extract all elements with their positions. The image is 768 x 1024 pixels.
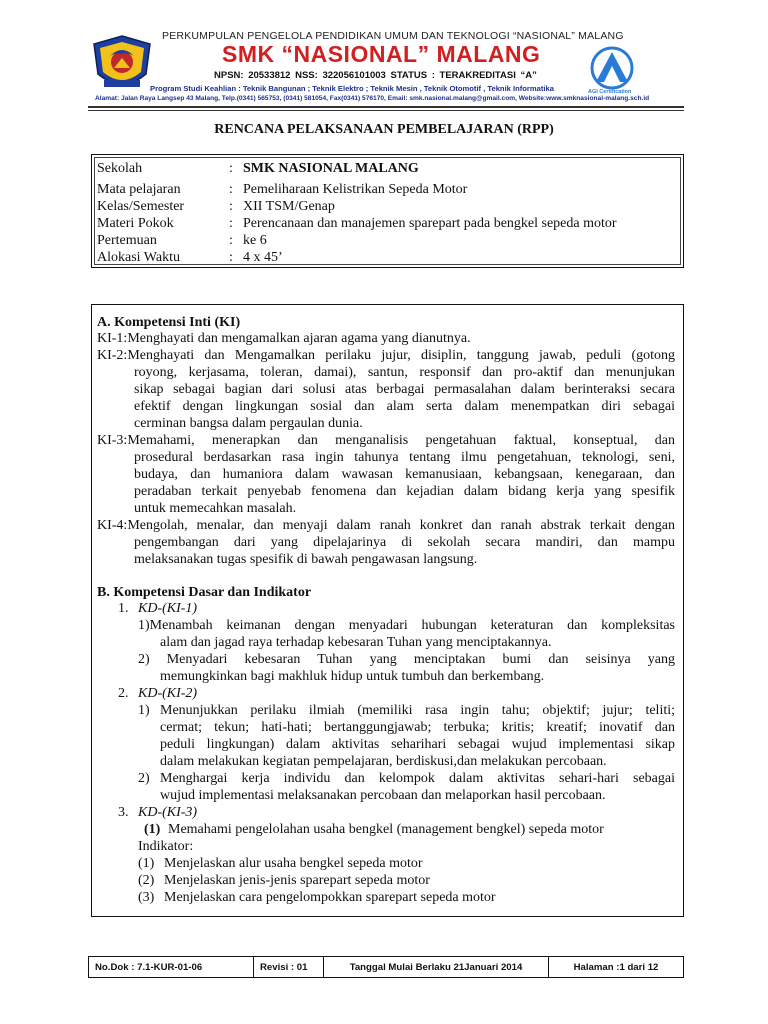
identity-key: Mata pelajaran <box>97 182 181 197</box>
ki-3-line: KI-3:Memahami, menerapkan dan menganalisis pengetahuan faktual, konseptual, dan <box>97 433 675 448</box>
ki-3-line: prosedural berdasarkan rasa ingin tahunya tentang ilmu pengetahuan, teknologi, seni, <box>134 450 675 465</box>
ki-4-line: KI-4:Mengolah, menalar, dan menyaji dalam ranah konkret dan ranah abstrak terkait dengan <box>97 518 675 533</box>
identity-row-meeting <box>97 232 267 249</box>
identity-value: XII TSM/Genap <box>243 199 335 214</box>
kd-1-item: memungkinkan bagi makhluk hidup untuk tumbuh dan berkembang. <box>160 669 545 684</box>
document-title: RENCANA PELAKSANAAN PEMBELAJARAN (RPP) <box>214 122 554 137</box>
identity-key: Sekolah <box>97 161 143 176</box>
ki-3-line: budaya, dan humaniora dalam wawasan kemanusiaan, kebangsaan, kenegaraan, dan <box>134 467 675 482</box>
kd-2-item: Menunjukkan perilaku ilmiah (memiliki rasa ingin tahu; objektif; jujur; teliti; <box>160 703 675 718</box>
ki-2-line: cerminan bangsa dalam pergaulan dunia. <box>134 416 363 431</box>
kd-2-title: KD-(KI-2) <box>138 686 198 701</box>
identity-value: Pemeliharaan Kelistrikan Sepeda Motor <box>243 182 468 197</box>
identity-sep: : <box>229 182 233 197</box>
kd-2-item: dalam melakukan kegiatan pempelajaran, berdiskusi,dan melakukan percobaan. <box>160 754 607 769</box>
school-name: SMK “NASIONAL” MALANG <box>222 41 541 67</box>
identity-sep: : <box>229 161 233 176</box>
kd-1-title: KD-(KI-1) <box>138 601 198 616</box>
agi-certification-logo <box>586 44 638 94</box>
kd-2-item: Menghargai kerja individu dan kelompok dalam aktivitas sehari-hari sebagai <box>160 771 675 786</box>
kd-3-title: KD-(KI-3) <box>138 805 198 820</box>
identity-row-time <box>97 249 283 266</box>
identity-value: 4 x 45’ <box>243 250 283 265</box>
ki-2-line: royong, kerjasama, toleran, damai), santun, responsif dan pro-aktif dan menunjukan <box>134 365 675 380</box>
indicator-text: Menjelaskan jenis-jenis sparepart sepeda motor <box>164 873 430 888</box>
kd-1-item: alam dan jagad raya terhadap kebesaran Tuhan yang menciptakannya. <box>160 635 552 650</box>
kd-1-number: 1. <box>118 601 129 616</box>
certification-label: AGI Certification <box>588 89 632 95</box>
indicator-text: Menjelaskan alur usaha bengkel sepeda motor <box>164 856 423 871</box>
kd-3-item-number: (1) <box>144 822 161 837</box>
ki-4-line: pengembangan dari yang dipelajarinya di sekolah secara mandiri, dan mampu <box>134 535 675 550</box>
identity-row-subject <box>97 181 467 198</box>
school-address: Alamat: Jalan Raya Langsep 43 Malang, Telp.(0341) 565753, (0341) 581054, Fax(0341) 576170, Email: smk.nasional.malang@gmail.com, Website:www.smknasional-malang.sch.id <box>95 95 650 102</box>
footer-effective-date: Tanggal Mulai Berlaku 21Januari 2014 <box>324 957 549 977</box>
ki-2-line: KI-2:Menghayati dan Mengamalkan perilaku jujur, disiplin, tanggung jawab, peduli (gotong <box>97 348 675 363</box>
kd-2-item-number: 1) <box>138 703 150 718</box>
organization-name: PERKUMPULAN PENGELOLA PENDIDIKAN UMUM DAN TEKNOLOGI “NASIONAL” MALANG <box>162 30 624 42</box>
ki-2-line: efektif dengan lingkungan sosial dan alam serta dalam menempatkan diri sebagai <box>134 399 675 414</box>
identity-key: Kelas/Semester <box>97 199 185 214</box>
identity-sep: : <box>229 216 233 231</box>
school-crest-logo <box>90 34 154 94</box>
kd-2-number: 2. <box>118 686 129 701</box>
identity-key: Materi Pokok <box>97 216 174 231</box>
study-programs: Program Studi Keahlian : Teknik Bangunan ; Teknik Elektro ; Teknik Mesin , Teknik Otomotif , Teknik Informatika <box>150 84 554 93</box>
kd-1-item: 2) Menyadari kebesaran Tuhan yang menciptakan bumi dan seisinya yang <box>138 652 675 667</box>
section-a-heading: A. Kompetensi Inti (KI) <box>97 315 241 330</box>
ki-1-line: KI-1:Menghayati dan mengamalkan ajaran agama yang dianutnya. <box>97 331 471 346</box>
letterhead-rule <box>88 106 684 108</box>
ki-3-line: untuk memecahkan masalah. <box>134 501 297 516</box>
ki-4-line: melaksanakan tugas spesifik di bawah pengawasan langsung. <box>134 552 478 567</box>
identity-sep: : <box>229 233 233 248</box>
letterhead-rule-thin <box>88 110 684 111</box>
kd-3-item: Memahami pengelolahan usaha bengkel (management bengkel) sepeda motor <box>168 822 604 837</box>
kd-2-item-number: 2) <box>138 771 150 786</box>
kd-3-number: 3. <box>118 805 129 820</box>
kd-2-item: wujud implementasi melaksanakan percobaan dan melaporkan hasil percobaan. <box>160 788 606 803</box>
indicator-number: (3) <box>138 890 155 905</box>
school-ids: NPSN: 20533812 NSS: 322056101003 STATUS : TERAKREDITASI “A” <box>214 70 537 81</box>
kd-2-item: peduli lingkungan) dalam aktivitas seharihari sebagai wujud implementasi sikap <box>160 737 675 752</box>
document-footer <box>88 956 684 978</box>
identity-sep: : <box>229 250 233 265</box>
identity-key: Pertemuan <box>97 233 157 248</box>
identity-value: Perencanaan dan manajemen sparepart pada bengkel sepeda motor <box>243 216 617 231</box>
section-b-heading: B. Kompetensi Dasar dan Indikator <box>97 585 312 600</box>
kd-1-item: 1)Menambah keimanan dengan menyadari hubungan keteraturan dan kompleksitas <box>138 618 675 633</box>
identity-value: ke 6 <box>243 233 267 248</box>
indicator-number: (2) <box>138 873 155 888</box>
kd-2-item: cermat; tekun; hati-hati; bertanggungjawab; terbuka; kritis; kreatif; inovatif dan <box>160 720 675 735</box>
ki-2-line: sikap sebagai bagian dari solusi atas berbagai permasalahan dalam berinteraksi secara <box>134 382 675 397</box>
indicator-number: (1) <box>138 856 155 871</box>
identity-row-class <box>97 198 335 215</box>
identity-value: SMK NASIONAL MALANG <box>243 161 419 176</box>
identity-sep: : <box>229 199 233 214</box>
footer-page: Halaman :1 dari 12 <box>573 961 659 973</box>
footer-revision: Revisi : 01 <box>254 957 324 977</box>
ki-3-line: peradaban terkait penyebab fenomena dan kejadian dalam bidang kerja yang spesifik <box>134 484 675 499</box>
indicator-text: Menjelaskan cara pengelompokkan sparepart sepeda motor <box>164 890 496 905</box>
identity-key: Alokasi Waktu <box>97 250 180 265</box>
footer-doc-no: No.Dok : 7.1-KUR-01-06 <box>89 957 254 977</box>
identity-row-topic <box>97 215 617 232</box>
indicator-label: Indikator: <box>138 839 194 854</box>
identity-row-school <box>97 160 419 177</box>
